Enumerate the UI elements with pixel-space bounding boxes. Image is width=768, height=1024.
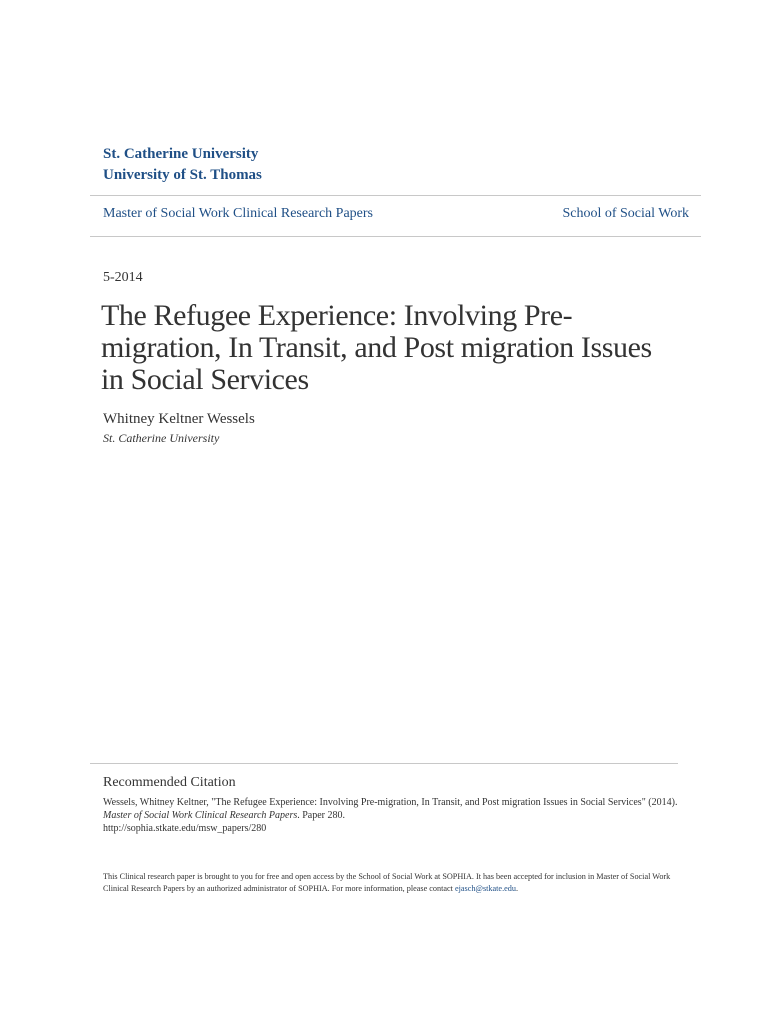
- access-notice-text: This Clinical research paper is brought to you for free and open access by the School of Social Work at SOPHIA. It has been accepted for inclusion in Master of Social Work Clinical Research Papers by an authorized administrator of SOPHIA. For more information, please contact: [103, 872, 671, 893]
- institution-link-st-thomas[interactable]: University of St. Thomas: [103, 167, 262, 183]
- access-notice-end: .: [515, 884, 518, 893]
- citation-url[interactable]: http://sophia.stkate.edu/msw_papers/280: [103, 823, 267, 834]
- citation-text-main: Wessels, Whitney Keltner, "The Refugee Experience: Involving Pre-migration, In Transit, and Post migration Issues in Social Services" (2014).: [103, 797, 678, 808]
- citation-text: [103, 796, 683, 835]
- paper-title: The Refugee Experience: Involving Pre-migration, In Transit, and Post migration Issues in Social Services: [101, 299, 652, 396]
- author-name: Whitney Keltner Wessels: [103, 411, 255, 427]
- school-link[interactable]: School of Social Work: [562, 206, 689, 221]
- citation-heading: Recommended Citation: [103, 775, 236, 790]
- citation-series: Master of Social Work Clinical Research Papers: [103, 810, 298, 821]
- access-notice: [103, 871, 683, 895]
- citation-divider: [90, 763, 678, 764]
- header-divider-top: [90, 195, 701, 196]
- institution-link-st-catherine[interactable]: St. Catherine University: [103, 146, 259, 162]
- author-affiliation: St. Catherine University: [103, 431, 220, 445]
- publication-date: 5-2014: [103, 270, 143, 285]
- citation-paper-number: . Paper 280.: [297, 810, 346, 821]
- institution-block: [103, 144, 262, 186]
- header-divider-bottom: [90, 236, 701, 237]
- series-link[interactable]: Master of Social Work Clinical Research Papers: [103, 206, 373, 221]
- contact-email-link[interactable]: ejasch@stkate.edu: [454, 884, 516, 893]
